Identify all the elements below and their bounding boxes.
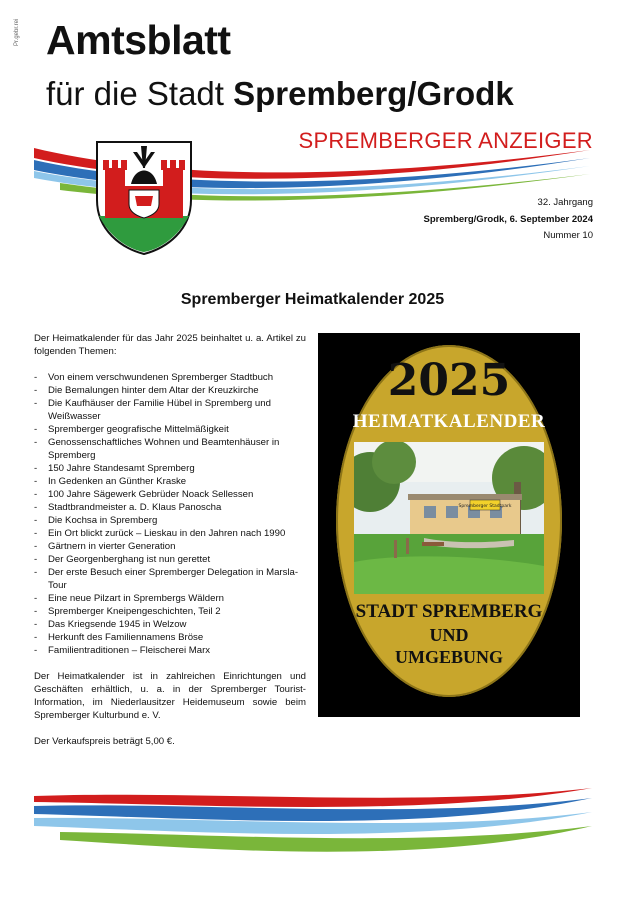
topic-text: Der erste Besuch einer Spremberger Delegation in Marsla-Tour: [48, 567, 299, 591]
bench: [422, 542, 444, 546]
topic-text: Spremberger geografische Mittelmäßigkeit: [48, 424, 229, 435]
issue-place-date: Spremberg/Grodk, 6. September 2024: [423, 214, 593, 225]
issue-number: Nummer 10: [543, 230, 593, 241]
topic-text: Spremberger Kneipengeschichten, Teil 2: [48, 606, 221, 617]
topic-list-item: [34, 384, 306, 397]
cover-line-1: STADT SPREMBERG: [355, 601, 543, 622]
footer-wave-red: [34, 788, 592, 807]
topic-text: Von einem verschwundenen Spremberger Stadtbuch: [48, 372, 274, 383]
calendar-cover-image: [318, 333, 580, 717]
topic-list-item: [34, 618, 306, 631]
topic-text: 150 Jahre Standesamt Spremberg: [48, 463, 195, 474]
topic-list-item: [34, 488, 306, 501]
list-dash: -: [34, 398, 38, 409]
topic-text: Eine neue Pilzart in Sprembergs Wäldern: [48, 593, 224, 604]
topic-list-item: [34, 371, 306, 384]
topic-text: Die Kochsa in Spremberg: [48, 515, 158, 526]
list-dash: -: [34, 567, 38, 578]
topic-text: Die Bemalungen hinter dem Altar der Kreuzkirche: [48, 385, 259, 396]
list-dash: -: [34, 502, 38, 513]
list-dash: -: [34, 541, 38, 552]
topic-list-item: [34, 501, 306, 514]
article-body: [34, 332, 306, 748]
topic-text: Stadtbrandmeister a. D. Klaus Panoscha: [48, 502, 222, 513]
cover-heading: HEIMATKALENDER: [352, 411, 546, 432]
print-note: Pr.gebr.rei: [14, 18, 20, 46]
list-dash: -: [34, 606, 38, 617]
list-dash: -: [34, 372, 38, 383]
topic-text: Herkunft des Familiennamens Bröse: [48, 632, 204, 643]
topic-list-item: [34, 592, 306, 605]
topic-list-item: [34, 540, 306, 553]
masthead-subtitle: [46, 77, 514, 110]
topic-list-item: [34, 475, 306, 488]
list-dash: -: [34, 463, 38, 474]
subtitle-town: Spremberg/Grodk: [233, 75, 514, 112]
tree-left-2: [372, 442, 416, 484]
topic-list-item: [34, 423, 306, 436]
topic-list-item: [34, 553, 306, 566]
topic-list-item: [34, 566, 306, 592]
topic-list-item: [34, 605, 306, 618]
anzeiger-title: SPREMBERGER ANZEIGER: [298, 128, 593, 153]
list-dash: -: [34, 593, 38, 604]
topic-text: Das Kriegsende 1945 in Welzow: [48, 619, 187, 630]
list-dash: -: [34, 489, 38, 500]
article-availability: Der Heimatkalender ist in zahlreichen Einrichtungen und Geschäften erhältlich, u. a. in der Spremberger Tourist-Information, im Niederlausitzer Heidemuseum sowie beim Spremberger Kulturbund e. V.: [34, 671, 306, 721]
list-dash: -: [34, 632, 38, 643]
article-title: Spremberger Heimatkalender 2025: [180, 291, 445, 308]
list-dash: -: [34, 476, 38, 487]
topic-list: [34, 371, 306, 657]
article-price: Der Verkaufspreis beträgt 5,00 €.: [34, 736, 175, 747]
coat-of-arms: [93, 138, 195, 256]
issue-volume: 32. Jahrgang: [537, 197, 593, 208]
list-dash: -: [34, 515, 38, 526]
topic-list-item: [34, 436, 306, 462]
topic-text: Familientraditionen – Fleischerei Marx: [48, 645, 211, 656]
topic-list-item: [34, 397, 306, 423]
topic-text: Ein Ort blickt zurück – Lieskau in den Jahren nach 1990: [48, 528, 286, 539]
topic-list-item: [34, 527, 306, 540]
list-dash: -: [34, 554, 38, 565]
park-sign-text: Spremberger Stadtpark: [458, 504, 512, 509]
topic-text: Die Kaufhäuser der Familie Hübel in Spremberg und Weißwasser: [48, 398, 271, 422]
topic-text: Genossenschaftliches Wohnen und Beamtenhäuser in Spremberg: [48, 437, 280, 461]
article-intro: Der Heimatkalender für das Jahr 2025 beinhaltet u. a. Artikel zu folgenden Themen:: [34, 333, 306, 357]
topic-list-item: [34, 462, 306, 475]
cover-photo: [354, 442, 544, 594]
cover-line-3: UMGEBUNG: [395, 647, 503, 667]
topic-text: Der Georgenberghang ist nun gerettet: [48, 554, 211, 565]
subtitle-prefix: für die Stadt: [46, 75, 234, 112]
topic-text: 100 Jahre Sägewerk Gebrüder Noack Sellessen: [48, 489, 254, 500]
topic-text: Gärtnern in vierter Generation: [48, 541, 176, 552]
list-dash: -: [34, 437, 38, 448]
cover-year: 2025: [387, 355, 511, 406]
list-dash: -: [34, 385, 38, 396]
list-dash: -: [34, 528, 38, 539]
masthead-title: Amtsblatt: [46, 17, 231, 63]
topic-list-item: [34, 514, 306, 527]
list-dash: -: [34, 619, 38, 630]
topic-list-item: [34, 644, 306, 657]
footer-waves: [0, 782, 625, 872]
cover-line-2: UND: [429, 625, 469, 645]
topic-list-item: [34, 631, 306, 644]
list-dash: -: [34, 645, 38, 656]
list-dash: -: [34, 424, 38, 435]
topic-text: In Gedenken an Günther Kraske: [48, 476, 187, 487]
